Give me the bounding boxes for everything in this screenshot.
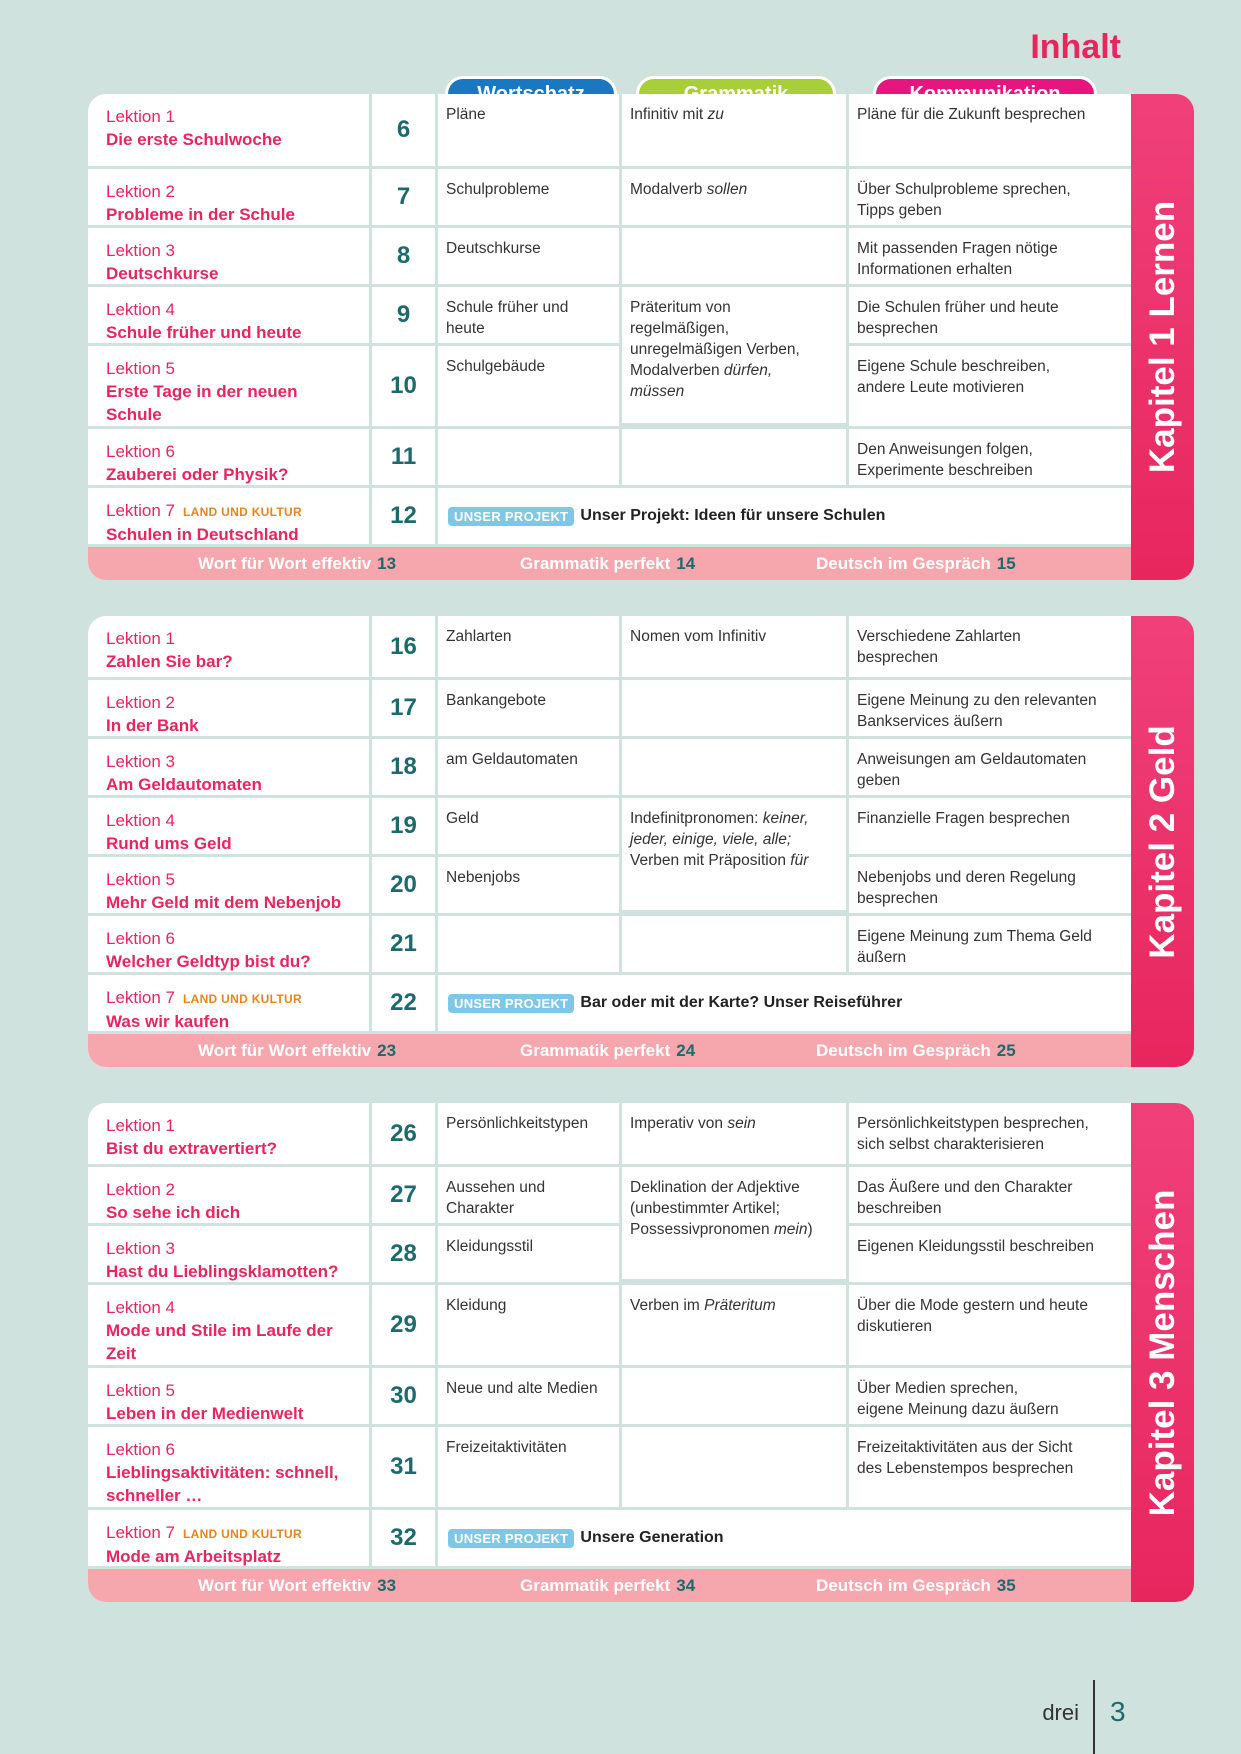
kommunikation-text: Den Anweisungen folgen, Experimente beschreiben [857, 441, 1033, 479]
lesson-title-cell [88, 287, 372, 343]
summary-item[interactable] [816, 1569, 1016, 1602]
grammatik-cell [622, 739, 849, 795]
kommunikation-cell [849, 916, 1131, 972]
lesson-title: Mode und Stile im Laufe der Zeit [106, 1321, 333, 1363]
lesson-title: Lieblingsaktivitäten: schnell, schneller … [106, 1463, 339, 1505]
lesson-title: Schule früher und heute [106, 323, 302, 342]
grammatik-cell [622, 94, 849, 166]
wortschatz-text: Zahlarten [446, 628, 512, 645]
lesson-title-cell [88, 488, 372, 544]
lesson-page-number: 27 [372, 1167, 438, 1223]
lesson-row[interactable] [88, 616, 1131, 680]
lesson-title: Zahlen Sie bar? [106, 652, 233, 671]
lesson-title: Erste Tage in der neuen Schule [106, 382, 298, 424]
summary-item[interactable] [198, 1034, 396, 1067]
wortschatz-cell [438, 798, 622, 854]
lesson-title: Bist du extravertiert? [106, 1139, 277, 1158]
grammatik-text: Modalverb sollen [630, 181, 748, 198]
project-title: Unser Projekt: Ideen für unsere Schulen [580, 507, 886, 524]
lesson-title: Rund ums Geld [106, 834, 232, 853]
lesson-number: Lektion 1 [106, 1116, 175, 1135]
kommunikation-cell [849, 1427, 1131, 1507]
summary-item[interactable] [520, 1034, 695, 1067]
grammatik-text: Indefinitpronomen: keiner, jeder, einige, viele, alle; Verben mit Präposition für [630, 810, 809, 869]
lesson-row[interactable] [88, 739, 1131, 798]
chapter-label: Kapitel 2 Geld [1142, 724, 1182, 959]
chapter-summary-bar [88, 547, 1131, 580]
chapter-summary-bar [88, 1034, 1131, 1067]
lesson-number: Lektion 2 [106, 1180, 175, 1199]
chapter-summary-bar [88, 1569, 1131, 1602]
summary-item[interactable] [198, 1569, 396, 1602]
wortschatz-text: Schulprobleme [446, 181, 550, 198]
lesson-row[interactable] [88, 346, 1131, 429]
lesson-row[interactable] [88, 1103, 1131, 1167]
project-title: Bar oder mit der Karte? Unser Reiseführer [580, 994, 903, 1011]
grammatik-cell [622, 1103, 849, 1164]
lesson-page-number: 30 [372, 1368, 438, 1424]
wortschatz-text: Kleidungsstil [446, 1238, 534, 1255]
wortschatz-cell [438, 739, 622, 795]
lesson-number: Lektion 7 LAND UND KULTUR [106, 501, 302, 520]
lesson-number: Lektion 2 [106, 182, 175, 201]
kommunikation-text: Verschiedene Zahlarten besprechen [857, 628, 1021, 666]
wortschatz-text: Schule früher und heute [446, 299, 569, 337]
land-und-kultur-tag: LAND UND KULTUR [183, 1527, 302, 1541]
lesson-title-cell [88, 739, 372, 795]
wortschatz-cell [438, 228, 622, 284]
lesson-page-number: 7 [372, 169, 438, 225]
lesson-title: Leben in der Medienwelt [106, 1404, 304, 1423]
grammatik-cell [622, 169, 849, 225]
lesson-page-number: 21 [372, 916, 438, 972]
lesson-title-cell [88, 680, 372, 736]
kommunikation-cell [849, 739, 1131, 795]
chapter-side-tab [1131, 616, 1194, 1067]
summary-page-number: 24 [676, 1041, 696, 1060]
wortschatz-cell [438, 1226, 622, 1282]
lesson-title: Was wir kaufen [106, 1012, 230, 1031]
kommunikation-cell [849, 1368, 1131, 1424]
wortschatz-cell [438, 1285, 622, 1365]
kommunikation-cell [849, 346, 1131, 426]
lesson-title-cell [88, 1167, 372, 1223]
wortschatz-cell [438, 680, 622, 736]
wortschatz-text: Aussehen und Charakter [446, 1179, 546, 1217]
lesson-number: Lektion 6 [106, 1440, 175, 1459]
lesson-title: Am Geldautomaten [106, 775, 262, 794]
lesson-title-cell [88, 857, 372, 913]
project-cell [438, 1510, 1131, 1566]
lesson-title: Welcher Geldtyp bist du? [106, 952, 311, 971]
lesson-page-number: 11 [372, 429, 438, 485]
lesson-number: Lektion 7 LAND UND KULTUR [106, 1523, 302, 1542]
wortschatz-cell [438, 1368, 622, 1424]
lesson-title: Die erste Schulwoche [106, 130, 282, 149]
kommunikation-cell [849, 798, 1131, 854]
kommunikation-text: Über die Mode gestern und heute diskutieren [857, 1297, 1088, 1335]
lesson-row[interactable] [88, 1226, 1131, 1285]
wortschatz-cell [438, 1427, 622, 1507]
lesson-number: Lektion 5 [106, 870, 175, 889]
wortschatz-cell [438, 429, 622, 485]
kommunikation-text: Eigene Meinung zum Thema Geld äußern [857, 928, 1092, 966]
lesson-number: Lektion 3 [106, 241, 175, 260]
lesson-title-cell [88, 1510, 372, 1566]
wortschatz-cell [438, 169, 622, 225]
wortschatz-text: Schulgebäude [446, 358, 546, 375]
lesson-row[interactable] [88, 975, 1131, 1034]
lesson-number: Lektion 1 [106, 629, 175, 648]
lesson-row[interactable] [88, 94, 1131, 169]
grammatik-cell [622, 1427, 849, 1507]
wortschatz-cell [438, 287, 622, 343]
lesson-page-number: 10 [372, 346, 438, 426]
summary-page-number: 13 [377, 554, 397, 573]
kommunikation-text: Eigenen Kleidungsstil beschreiben [857, 1238, 1094, 1255]
summary-label: Wort für Wort effektiv [198, 1041, 372, 1060]
wortschatz-text: Kleidung [446, 1297, 507, 1314]
wortschatz-cell [438, 616, 622, 677]
lesson-number: Lektion 5 [106, 359, 175, 378]
lesson-number: Lektion 7 LAND UND KULTUR [106, 988, 302, 1007]
wortschatz-cell [438, 94, 622, 166]
lesson-page-number: 32 [372, 1510, 438, 1566]
lesson-title-cell [88, 1368, 372, 1424]
grammatik-cell [622, 616, 849, 677]
unser-projekt-badge: UNSER PROJEKT [448, 1529, 574, 1548]
summary-page-number: 25 [996, 1041, 1016, 1060]
summary-label: Wort für Wort effektiv [198, 554, 372, 573]
summary-item[interactable] [520, 547, 695, 580]
wortschatz-cell [438, 346, 622, 426]
lesson-title: Zauberei oder Physik? [106, 465, 289, 484]
wortschatz-text: am Geldautomaten [446, 751, 578, 768]
wortschatz-cell [438, 1103, 622, 1164]
kommunikation-text: Über Medien sprechen, eigene Meinung dazu äußern [857, 1380, 1059, 1418]
wortschatz-text: Nebenjobs [446, 869, 521, 886]
lesson-row[interactable] [88, 488, 1131, 547]
kommunikation-text: Finanzielle Fragen besprechen [857, 810, 1070, 827]
wortschatz-text: Freizeitaktivitäten [446, 1439, 567, 1456]
lesson-title: Deutschkurse [106, 264, 219, 283]
wortschatz-text: Deutschkurse [446, 240, 541, 257]
lesson-row[interactable] [88, 680, 1131, 739]
summary-label: Deutsch im Gespräch [816, 554, 991, 573]
lesson-page-number: 8 [372, 228, 438, 284]
page-number-word: drei [1042, 1700, 1079, 1725]
summary-label: Grammatik perfekt [520, 1041, 671, 1060]
wortschatz-cell [438, 916, 622, 972]
grammatik-cell [622, 1285, 849, 1365]
lesson-row[interactable] [88, 798, 1131, 869]
project-title: Unsere Generation [580, 1529, 724, 1546]
grammatik-cell [622, 916, 849, 972]
grammatik-text: Verben im Präteritum [630, 1297, 776, 1314]
lesson-page-number: 19 [372, 798, 438, 854]
lesson-number: Lektion 3 [106, 752, 175, 771]
project-cell [438, 975, 1131, 1031]
lesson-title-cell [88, 429, 372, 485]
lesson-title-cell [88, 616, 372, 677]
lesson-page-number: 20 [372, 857, 438, 913]
kommunikation-text: Persönlichkeitstypen besprechen, sich selbst charakterisieren [857, 1115, 1089, 1153]
kommunikation-text: Anweisungen am Geldautomaten geben [857, 751, 1087, 789]
land-und-kultur-tag: LAND UND KULTUR [183, 992, 302, 1006]
kommunikation-cell [849, 169, 1131, 225]
chapter-label: Kapitel 1 Lernen [1142, 200, 1182, 474]
lesson-number: Lektion 4 [106, 300, 175, 319]
summary-page-number: 14 [676, 554, 696, 573]
unser-projekt-badge: UNSER PROJEKT [448, 994, 574, 1013]
kommunikation-text: Eigene Schule beschreiben, andere Leute motivieren [857, 358, 1051, 396]
kommunikation-text: Freizeitaktivitäten aus der Sicht des Lebenstempos besprechen [857, 1439, 1074, 1477]
lesson-page-number: 6 [372, 94, 438, 166]
kommunikation-text: Über Schulprobleme sprechen, Tipps geben [857, 181, 1071, 219]
chapter-side-tab [1131, 94, 1194, 580]
lesson-page-number: 26 [372, 1103, 438, 1164]
summary-label: Wort für Wort effektiv [198, 1576, 372, 1595]
kommunikation-text: Mit passenden Fragen nötige Informationen erhalten [857, 240, 1058, 278]
grammatik-text: Präteritum von regelmäßigen, unregelmäßigen Verben, Modalverben dürfen, müssen [630, 299, 800, 400]
grammatik-cell [622, 228, 849, 284]
grammatik-cell [622, 287, 849, 426]
lesson-title-cell [88, 1226, 372, 1282]
lesson-page-number: 28 [372, 1226, 438, 1282]
lesson-row[interactable] [88, 169, 1131, 228]
kommunikation-text: Eigene Meinung zu den relevanten Bankservices äußern [857, 692, 1097, 730]
wortschatz-text: Pläne [446, 106, 486, 123]
lesson-number: Lektion 4 [106, 811, 175, 830]
lesson-title-cell [88, 1103, 372, 1164]
lesson-number: Lektion 6 [106, 442, 175, 461]
summary-page-number: 35 [996, 1576, 1016, 1595]
lesson-row[interactable] [88, 857, 1131, 916]
lesson-page-number: 17 [372, 680, 438, 736]
summary-label: Deutsch im Gespräch [816, 1041, 991, 1060]
lesson-number: Lektion 5 [106, 1381, 175, 1400]
wortschatz-text: Bankangebote [446, 692, 546, 709]
kommunikation-cell [849, 857, 1131, 913]
lesson-title: Probleme in der Schule [106, 205, 295, 224]
summary-page-number: 15 [996, 554, 1016, 573]
land-und-kultur-tag: LAND UND KULTUR [183, 505, 302, 519]
kommunikation-cell [849, 94, 1131, 166]
lesson-row[interactable] [88, 429, 1131, 488]
lesson-title-cell [88, 346, 372, 426]
kommunikation-text: Die Schulen früher und heute besprechen [857, 299, 1059, 337]
wortschatz-text: Geld [446, 810, 479, 827]
lesson-title-cell [88, 94, 372, 166]
unser-projekt-badge: UNSER PROJEKT [448, 507, 574, 526]
lesson-page-number: 16 [372, 616, 438, 677]
kommunikation-cell [849, 616, 1131, 677]
lesson-row[interactable] [88, 1285, 1131, 1368]
lesson-row[interactable] [88, 916, 1131, 975]
lesson-title: Hast du Lieblingsklamotten? [106, 1262, 339, 1281]
lesson-page-number: 12 [372, 488, 438, 544]
lesson-page-number: 31 [372, 1427, 438, 1507]
grammatik-text: Nomen vom Infinitiv [630, 628, 767, 645]
lesson-title-cell [88, 169, 372, 225]
lesson-row[interactable] [88, 1427, 1131, 1510]
lesson-title: So sehe ich dich [106, 1203, 241, 1222]
summary-label: Deutsch im Gespräch [816, 1576, 991, 1595]
summary-label: Grammatik perfekt [520, 1576, 671, 1595]
summary-item[interactable] [816, 1034, 1016, 1067]
lesson-row[interactable] [88, 1167, 1131, 1238]
kommunikation-text: Pläne für die Zukunft besprechen [857, 106, 1086, 123]
lesson-page-number: 22 [372, 975, 438, 1031]
lesson-title: Mode am Arbeitsplatz [106, 1547, 282, 1566]
summary-item[interactable] [198, 547, 396, 580]
chapter-section [88, 616, 1194, 1067]
summary-item[interactable] [520, 1569, 695, 1602]
wortschatz-cell [438, 857, 622, 913]
wortschatz-cell [438, 1167, 622, 1223]
lesson-row[interactable] [88, 1510, 1131, 1569]
lesson-title-cell [88, 916, 372, 972]
kommunikation-text: Das Äußere und den Charakter beschreiben [857, 1179, 1073, 1217]
footer-divider [1093, 1680, 1095, 1754]
kommunikation-cell [849, 1167, 1131, 1223]
chapter-section [88, 1103, 1194, 1602]
lesson-number: Lektion 4 [106, 1298, 175, 1317]
lesson-number: Lektion 1 [106, 107, 175, 126]
lesson-title: Schulen in Deutschland [106, 525, 299, 544]
kommunikation-cell [849, 429, 1131, 485]
chapter-label: Kapitel 3 Menschen [1142, 1189, 1182, 1516]
kommunikation-cell [849, 1103, 1131, 1164]
wortschatz-text: Neue und alte Medien [446, 1380, 598, 1397]
lesson-number: Lektion 2 [106, 693, 175, 712]
grammatik-text: Deklination der Adjektive (unbestimmter Artikel; Possessivpronomen mein) [630, 1179, 813, 1238]
summary-item[interactable] [816, 547, 1016, 580]
kommunikation-cell [849, 1285, 1131, 1365]
lesson-page-number: 9 [372, 287, 438, 343]
grammatik-cell [622, 1368, 849, 1424]
lesson-title-cell [88, 1427, 372, 1507]
kommunikation-cell [849, 1226, 1131, 1282]
wortschatz-text: Persönlichkeitstypen [446, 1115, 589, 1132]
project-cell [438, 488, 1131, 544]
chapter-section [88, 94, 1194, 580]
grammatik-text: Imperativ von sein [630, 1115, 756, 1132]
lesson-page-number: 29 [372, 1285, 438, 1365]
kommunikation-cell [849, 680, 1131, 736]
summary-page-number: 23 [377, 1041, 397, 1060]
summary-page-number: 34 [676, 1576, 696, 1595]
lesson-row[interactable] [88, 228, 1131, 287]
kommunikation-cell [849, 287, 1131, 343]
lesson-title-cell [88, 228, 372, 284]
grammatik-cell [622, 680, 849, 736]
lesson-title: Mehr Geld mit dem Nebenjob [106, 893, 342, 912]
chapter-side-tab [1131, 1103, 1194, 1602]
lesson-title-cell [88, 798, 372, 854]
lesson-title: In der Bank [106, 716, 199, 735]
page-number: 3 [1110, 1696, 1126, 1727]
lesson-page-number: 18 [372, 739, 438, 795]
kommunikation-cell [849, 228, 1131, 284]
lesson-number: Lektion 3 [106, 1239, 175, 1258]
grammatik-cell [622, 429, 849, 485]
grammatik-text: Infinitiv mit zu [630, 106, 724, 123]
summary-page-number: 33 [377, 1576, 397, 1595]
summary-label: Grammatik perfekt [520, 554, 671, 573]
lesson-row[interactable] [88, 1368, 1131, 1427]
lesson-title-cell [88, 1285, 372, 1365]
grammatik-cell [622, 1167, 849, 1282]
page-title: Inhalt [1030, 28, 1121, 66]
grammatik-cell [622, 798, 849, 913]
lesson-number: Lektion 6 [106, 929, 175, 948]
kommunikation-text: Nebenjobs und deren Regelung besprechen [857, 869, 1076, 907]
lesson-title-cell [88, 975, 372, 1031]
